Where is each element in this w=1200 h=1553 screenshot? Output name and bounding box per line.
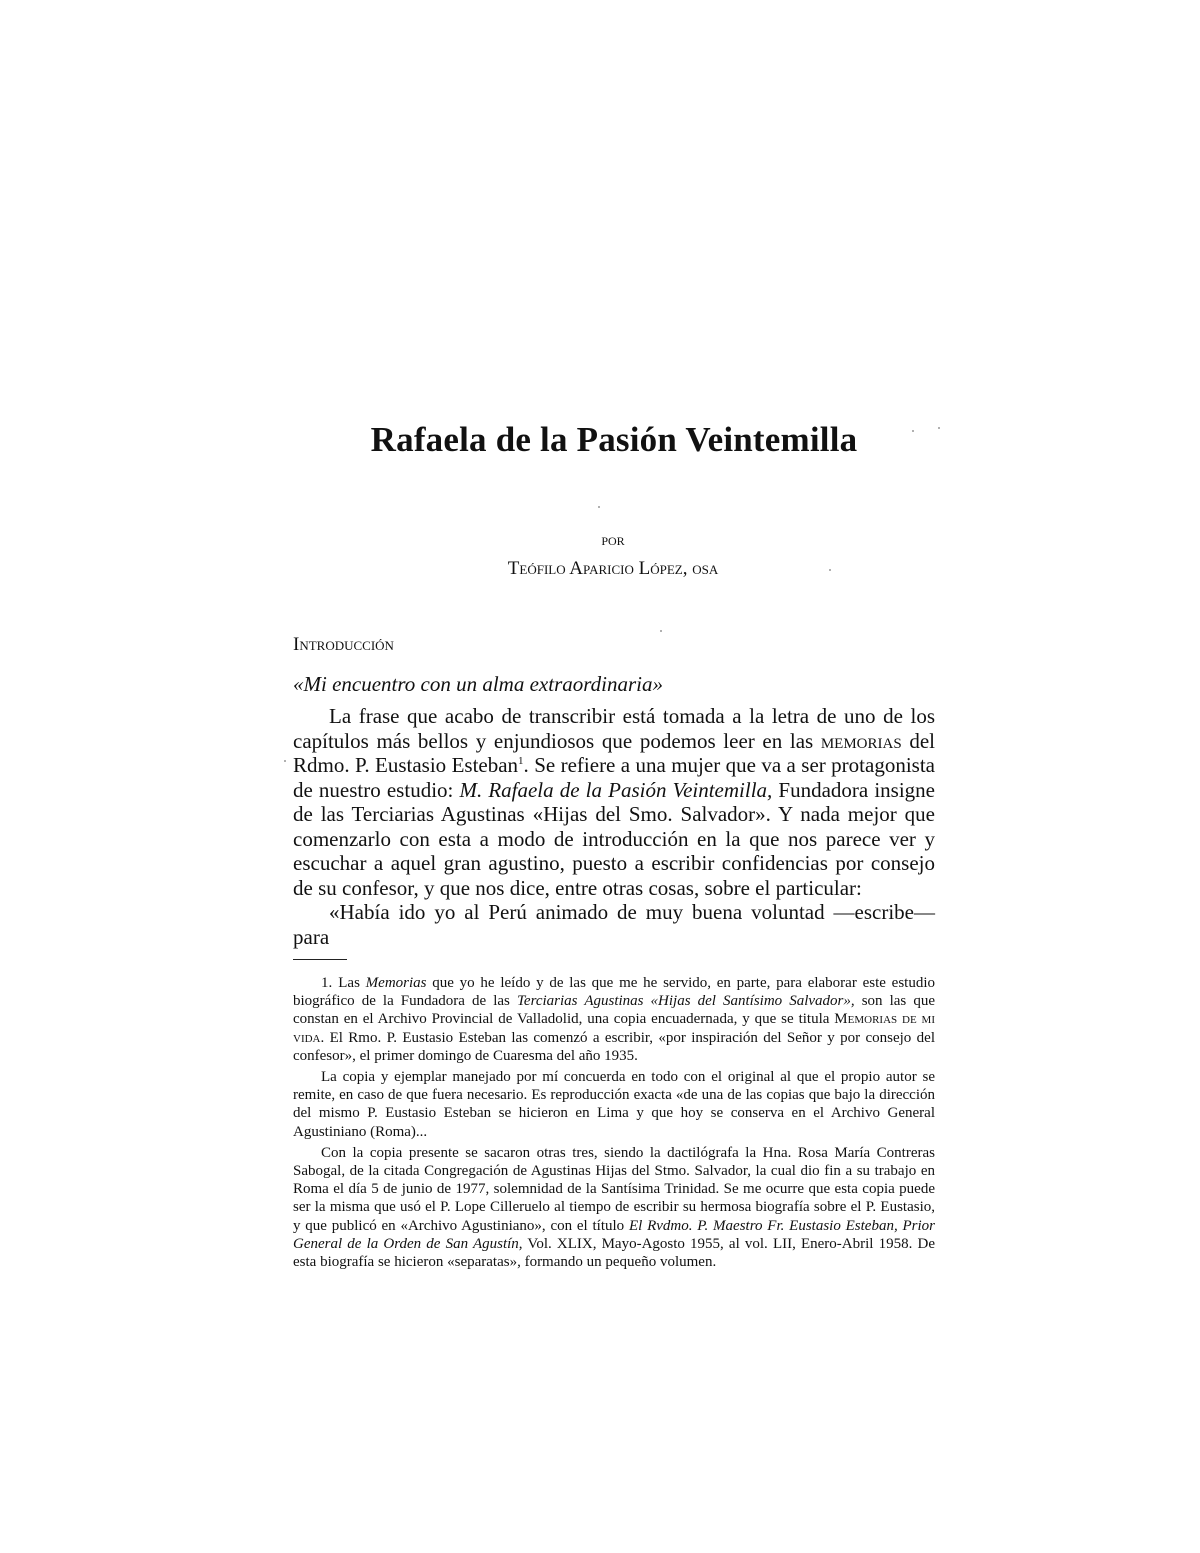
footnote-rule <box>293 959 347 960</box>
footnote-text-run: que yo he leído y de las que me he servido, en parte, para elaborar este estudio biográfico de la Fundadora de las <box>293 975 935 1010</box>
footnote-number: 1. <box>321 975 333 991</box>
memorias-smallcaps: memorias <box>820 728 902 753</box>
scan-speck <box>660 630 662 632</box>
body-paragraph-2: «Había ido yo al Perú animado de muy buena voluntad —escribe— para <box>293 900 935 949</box>
footnote-text-run: son las que constan en el Archivo Provincial de Valladolid, una copia encuadernada, y que se titula <box>293 993 935 1028</box>
scan-speck <box>284 760 286 762</box>
scan-speck <box>912 430 914 432</box>
byline-author: Teófilo Aparicio López, osa <box>507 558 719 579</box>
subject-name-italic: M. Rafaela de la Pasión Veintemilla, <box>459 777 773 802</box>
footnote-paragraph-2: La copia y ejemplar manejado por mí concuerda en todo con el original al que el propio autor se remite, en caso de que fuera necesario. Es reproducción exacta «de una de las copias que bajo la dirección del mismo P. Eustasio Esteban se hicieron en Lima y que hoy se conserva en el Archivo General Agustiniano (Roma)... <box>293 1069 935 1140</box>
body-text-run: del Rdmo. P. Eustasio Esteban <box>293 728 935 777</box>
section-subtitle: «Mi encuentro con un alma extraordinaria» <box>293 672 663 696</box>
scan-speck <box>598 506 600 508</box>
footnote-italic: Terciarias Agustinas «Hijas del Santísimo Salvador», <box>516 993 855 1010</box>
section-heading: Introducción <box>293 634 394 655</box>
footnote-ref: 1 <box>518 755 524 767</box>
body-paragraph-1 <box>293 704 935 900</box>
footnote-text-run: Las <box>338 975 366 991</box>
scan-speck <box>938 427 940 429</box>
article-title: Rafaela de la Pasión Veintemilla <box>370 420 858 459</box>
body-text-run: La frase que acabo de transcribir está tomada a la letra de uno de los capítulos más bellos y enjundiosos que podemos leer en las <box>293 704 935 753</box>
body-text-run: Fundadora insigne de las Terciarias Agustinas «Hijas del Smo. Salvador». Y nada mejor que comenzarlo con esta a modo de introducción en la que nos parece ver y escuchar a aquel gran agustino, puesto a escribir confidencias por consejo de su confesor, y que nos dice, entre otras cosas, sobre el particular: <box>293 777 935 900</box>
scan-speck <box>829 569 831 571</box>
body-text <box>293 704 935 949</box>
byline-por: por <box>601 530 625 549</box>
footnotes <box>293 974 935 1274</box>
footnote-text-run: Vol. XLIX, Mayo-Agosto 1955, al vol. LII, Enero-Abril 1958. De esta biografía se hicieron «separatas», formando un pequeño volumen. <box>293 1235 935 1271</box>
footnote-text-run: El Rmo. P. Eustasio Esteban las comenzó a escribir, «por inspiración del Señor y por consejo del confesor», el primer domingo de Cuaresma del año 1935. <box>293 1029 935 1064</box>
footnote-smallcaps: Memorias de mi vida. <box>293 1011 936 1046</box>
footnote-italic: El Rvdmo. P. Maestro Fr. Eustasio Esteban, Prior General de la Orden de San Agustín, <box>293 1217 935 1252</box>
footnote-text-run: Con la copia presente se sacaron otras tres, siendo la dactilógrafa la Hna. Rosa María Contreras Sabogal, de la citada Congregación de Agustinas Hijas del Stmo. Salvador, la cual dio fin a su trabajo en Roma el día 5 de junio de 1977, solemnidad de la Santísima Trinidad. Se me ocurre que esta copia puede ser la misma que usó el P. Lope Cilleruelo al tiempo de escribir su hermosa biografía sobre el P. Eustasio, y que publicó en «Archivo Agustiniano», con el título <box>293 1144 935 1234</box>
footnote-1 <box>293 974 935 1065</box>
footnote-italic: Memorias <box>365 975 427 991</box>
body-text-run: . Se refiere a una mujer que va a ser protagonista de nuestro estudio: <box>293 753 935 802</box>
footnote-paragraph-3 <box>293 1144 935 1271</box>
